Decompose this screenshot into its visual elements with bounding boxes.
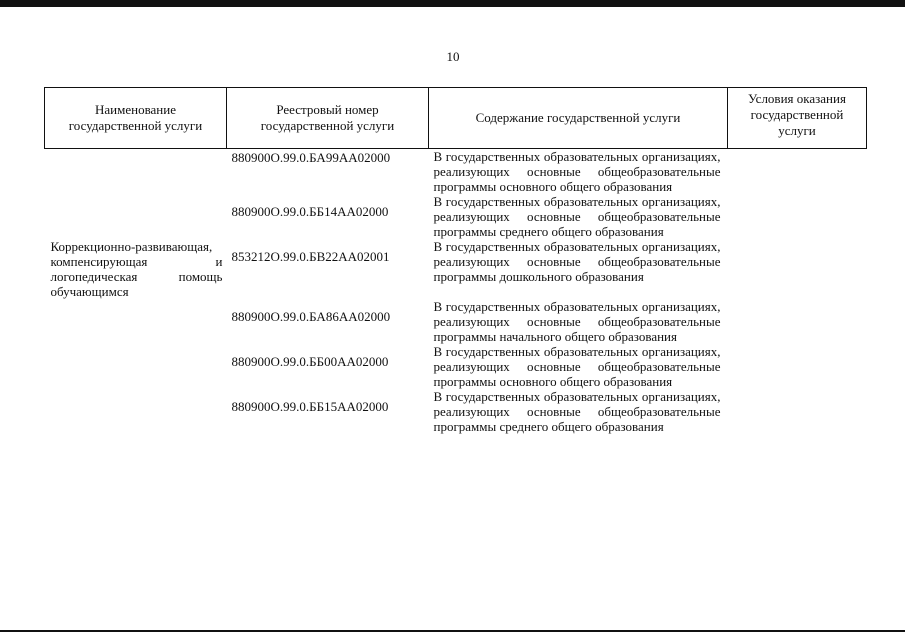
table-row [45, 389, 867, 434]
table-row [45, 299, 867, 344]
row-service-content: В государственных образовательных организациях, реализующих основные общеобразовательные программы среднего общего образования [433, 194, 721, 239]
row-service-content: В государственных образовательных организациях, реализующих основные общеобразовательные программы среднего общего образования [433, 389, 721, 434]
row-service-content: В государственных образовательных организациях, реализующих основные общеобразовательные программы основного общего образования [433, 344, 721, 389]
page-number: 10 [446, 49, 460, 64]
table-row [45, 149, 867, 195]
row-registry-number: 853212О.99.0.БВ22АА02001 [231, 249, 390, 264]
row-service-name [45, 344, 227, 389]
row-service-conditions [728, 194, 867, 239]
table-row [45, 344, 867, 389]
row-service-content: В государственных образовательных организациях, реализующих основные общеобразовательные программы основного общего образования [433, 149, 721, 194]
header-service-content: Содержание государственной услуги [429, 88, 728, 149]
row-service-conditions [728, 239, 867, 299]
row-registry-number: 880900О.99.0.ББ15АА02000 [231, 399, 389, 414]
row-service-conditions [728, 344, 867, 389]
row-service-content: В государственных образовательных организациях, реализующих основные общеобразовательные программы начального общего образования [433, 299, 721, 344]
row-registry-number: 880900О.99.0.БА99АА02000 [231, 150, 391, 165]
header-service-conditions: Условия оказания государственной услуги [728, 88, 867, 149]
row-registry-number: 880900О.99.0.ББ14АА02000 [231, 204, 389, 219]
table-row [45, 194, 867, 239]
row-service-conditions [728, 299, 867, 344]
services-table [44, 87, 867, 434]
row-service-name [45, 299, 227, 344]
row-service-conditions [728, 389, 867, 434]
header-service-name: Наименование государственной услуги [45, 88, 227, 149]
row-service-name [45, 149, 227, 195]
row-registry-number: 880900О.99.0.БА86АА02000 [231, 309, 391, 324]
row-service-name [45, 389, 227, 434]
row-registry-number: 880900О.99.0.ББ00АА02000 [231, 354, 389, 369]
header-registry-number: Реестровый номер государственной услуги [227, 88, 429, 149]
table-header-row [45, 88, 867, 149]
row-service-content: В государственных образовательных организациях, реализующих основные общеобразовательные программы дошкольного образования [433, 239, 721, 284]
table-row [45, 239, 867, 299]
row-service-name: Коррекционно-развивающая, компенсирующая и логопедическая помощь обучающимся [50, 239, 223, 299]
top-scan-border [0, 0, 905, 7]
row-service-name [45, 194, 227, 239]
bottom-scan-border [0, 630, 905, 632]
row-service-conditions [728, 149, 867, 195]
